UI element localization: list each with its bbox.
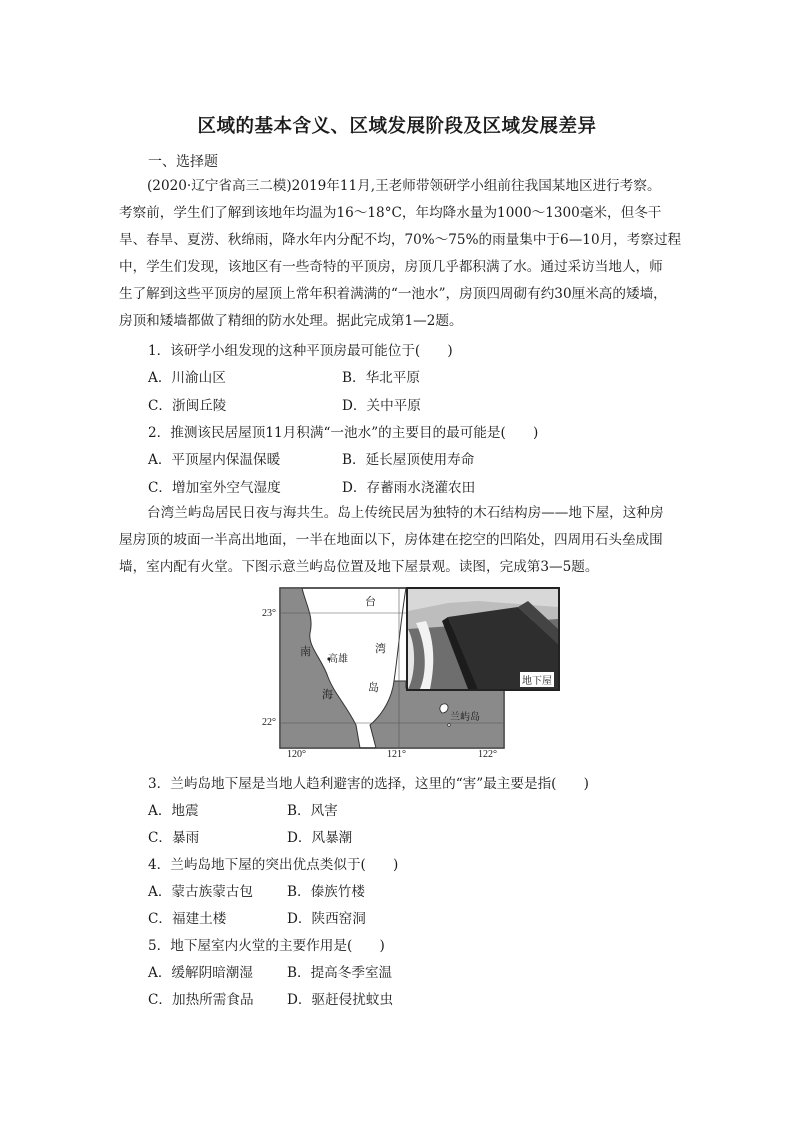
section-heading: 一、选择题 <box>148 154 218 170</box>
question-1-option-c: C．浙闽丘陵 <box>148 398 227 414</box>
question-1-stem: 1．该研学小组发现的这种平顶房最可能位于( ) <box>148 343 453 359</box>
question-2-option-a: A．平顶屋内保温保暖 <box>148 452 281 468</box>
passage-line: 生了解到这些平顶房的屋顶上常年积着满满的“一池水”，房顶四周砌有约30厘米高的矮墙， <box>119 286 667 302</box>
question-2-stem: 2．推测该民居屋顶11月积满“一池水”的主要目的最可能是( ) <box>148 425 539 441</box>
question-5-option-c: C．加热所需食品 <box>148 992 254 1008</box>
question-5-stem: 5．地下屋室内火堂的主要作用是( ) <box>148 938 385 954</box>
map-label-hai: 海 <box>322 688 333 701</box>
question-3-stem: 3．兰屿岛地下屋是当地人趋利避害的选择，这里的“害”最主要是指( ) <box>148 776 589 792</box>
longitude-120-label: 120° <box>287 749 306 760</box>
passage-line: 房顶和矮墙都做了精细的防水处理。据此完成第1—2题。 <box>119 313 463 329</box>
passage-2 <box>119 500 689 581</box>
passage-line: (2020·辽宁省高三二模)2019年11月,王老师带领研学小组前往我国某地区进行考察。 <box>147 178 661 194</box>
underground-house-photo <box>406 587 560 691</box>
question-5-option-a: A．缓解阴暗潮湿 <box>148 965 253 981</box>
question-1-option-d: D．关中平原 <box>342 398 421 414</box>
map-label-tai: 台 <box>365 595 376 608</box>
question-3-option-a: A．地震 <box>148 803 199 819</box>
map-label-nan: 南 <box>300 645 311 658</box>
map-label-dao: 岛 <box>368 681 379 694</box>
question-2-option-c: C．增加室外空气湿度 <box>148 480 281 496</box>
question-2-option-d: D．存蓄雨水浇灌农田 <box>342 480 476 496</box>
question-3-option-b: B．风害 <box>287 803 338 819</box>
photo-caption: 地下屋 <box>520 672 554 687</box>
map-label-lanyu: 兰屿岛 <box>450 712 480 723</box>
passage-line: 考察前，学生们了解到该地年均温为16～18°C，年均降水量为1000～1300毫米，但冬干 <box>119 205 662 221</box>
question-1-option-b: B．华北平原 <box>342 370 420 386</box>
question-4-option-d: D．陕西窑洞 <box>287 911 366 927</box>
passage-line: 屋房顶的坡面一半高出地面，一半在地面以下，房体建在挖空的凹陷处，四周用石头垒成围 <box>119 532 663 548</box>
passage-1 <box>119 173 689 335</box>
passage-line: 墙，室内配有火堂。下图示意兰屿岛位置及地下屋景观。读图，完成第3—5题。 <box>119 559 599 575</box>
question-4-stem: 4．兰屿岛地下屋的突出优点类似于( ) <box>148 857 399 873</box>
question-2-option-b: B．延长屋顶使用寿命 <box>342 452 475 468</box>
map-label-kaohsiung: 高雄 <box>328 654 348 665</box>
question-1-option-a: A．川渝山区 <box>148 370 226 386</box>
question-5-option-b: B．提高冬季室温 <box>287 965 393 981</box>
map-label-wan: 湾 <box>375 642 386 655</box>
question-3-option-c: C．暴雨 <box>148 830 200 846</box>
longitude-121-label: 121° <box>387 749 406 760</box>
passage-line: 台湾兰屿岛居民日夜与海共生。岛上传统民居为独特的木石结构房——地下屋，这种房 <box>147 505 664 521</box>
passage-line: 旱、春旱、夏涝、秋绵雨，降水年内分配不均，70%～75%的雨量集中于6—10月，考察过程 <box>119 232 682 248</box>
latitude-22-label: 22° <box>262 717 276 728</box>
page-title: 区域的基本含义、区域发展阶段及区域发展差异 <box>197 116 597 137</box>
question-4-option-a: A．蒙古族蒙古包 <box>148 884 253 900</box>
question-4-option-b: B．傣族竹楼 <box>287 884 365 900</box>
passage-line: 中，学生们发现，该地区有一些奇特的平顶房，房顶几乎都积满了水。通过采访当地人，师 <box>119 259 663 275</box>
question-3-option-d: D．风暴潮 <box>287 830 353 846</box>
longitude-122-label: 122° <box>478 749 497 760</box>
latitude-23-label: 23° <box>262 608 276 619</box>
question-5-option-d: D．驱赶侵扰蚊虫 <box>287 992 394 1008</box>
question-4-option-c: C．福建土楼 <box>148 911 227 927</box>
